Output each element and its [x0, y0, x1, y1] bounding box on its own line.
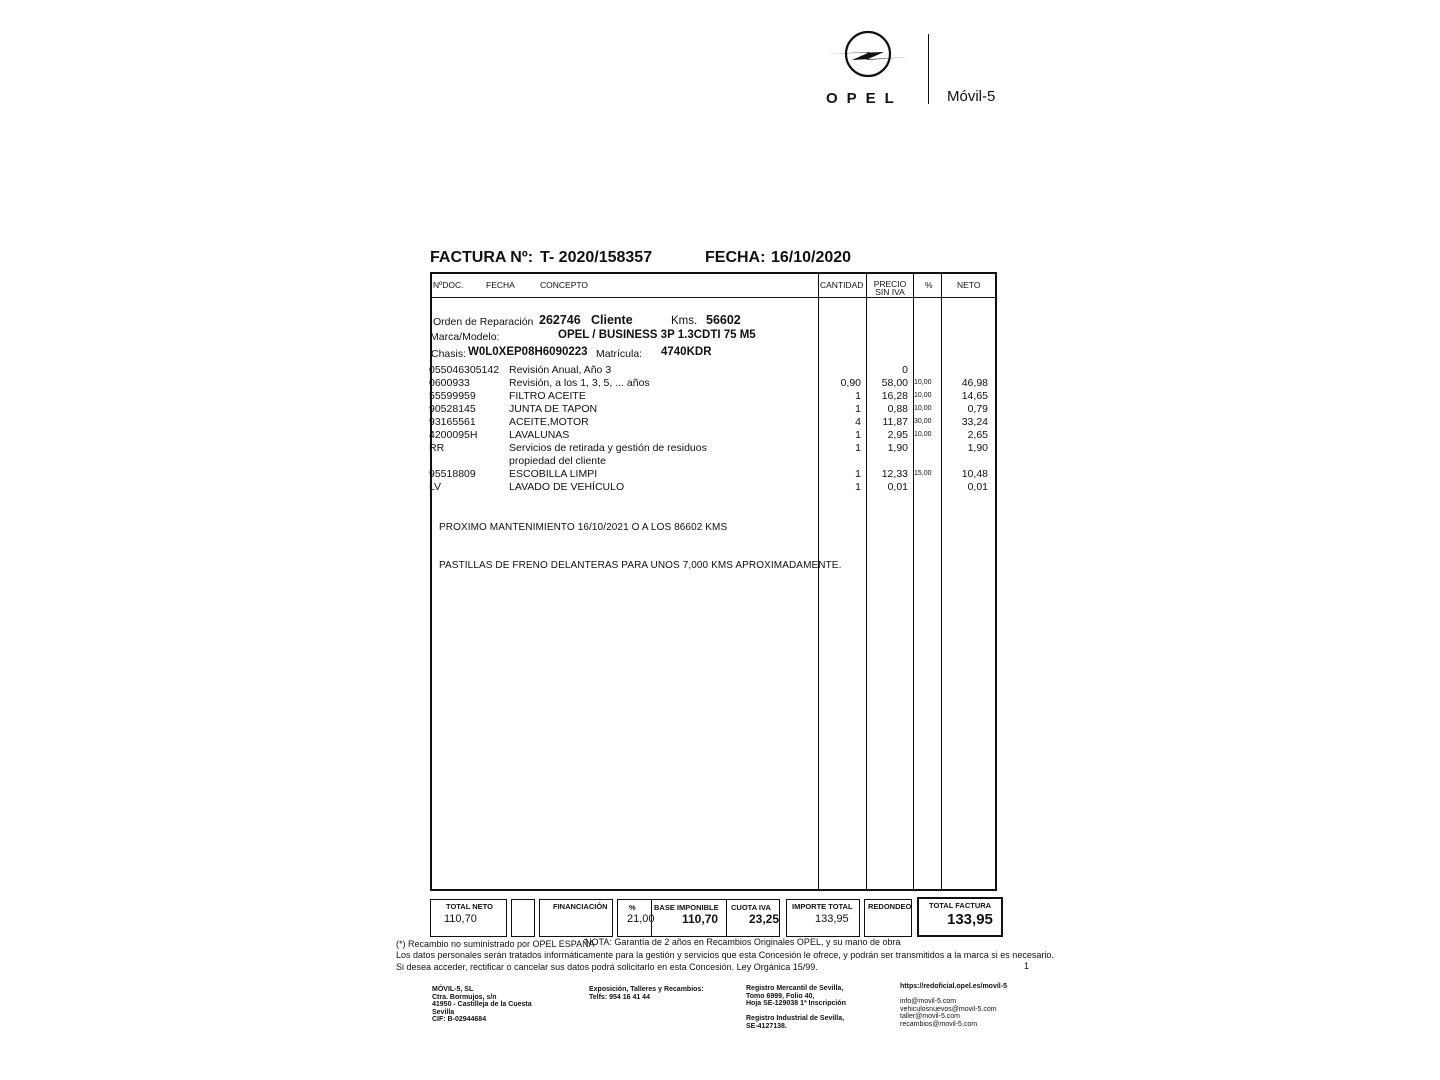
importe-value: 133,95 [815, 913, 849, 925]
line-price: 2,95 [887, 429, 908, 441]
dealer-name: Móvil-5 [947, 88, 996, 105]
line-price: 0,01 [887, 481, 908, 493]
importe-label: IMPORTE TOTAL [792, 902, 853, 911]
cuota-value: 23,25 [749, 912, 780, 926]
line-price: 12,33 [881, 468, 908, 480]
total-factura-label: TOTAL FACTURA [929, 901, 992, 910]
total-factura-box [917, 897, 1003, 937]
header-concepto: CONCEPTO [540, 280, 589, 290]
line-qty: 4 [855, 416, 861, 428]
base-value: 110,70 [682, 912, 719, 926]
line-price: 16,28 [881, 390, 908, 402]
header-pct: % [925, 280, 933, 290]
col-divider-precio [866, 272, 867, 891]
footer-exposicion: Exposición, Talleres y Recambios: Telfs: 954 16 41 44 [589, 986, 704, 1001]
line-price: 0 [902, 364, 908, 376]
orden-label: Orden de Reparación [433, 316, 534, 328]
line-net: 0,01 [967, 481, 988, 493]
line-concept: Revisión Anual, Año 3 [509, 364, 612, 376]
orden-number: 262746 [539, 313, 581, 327]
line-code: 95518809 [429, 468, 476, 480]
iva-box [617, 899, 780, 937]
line-concept: ACEITE,MOTOR [509, 416, 589, 428]
line-concept: LAVADO DE VEHÍCULO [509, 481, 625, 493]
line-code: LV [429, 481, 442, 493]
line-price: 11,87 [882, 416, 908, 428]
line-qty: 1 [855, 429, 861, 441]
line-concept: FILTRO ACEITE [509, 390, 586, 402]
header-neto: NETO [957, 280, 981, 290]
email-info[interactable]: info@movil-5.com [900, 998, 957, 1005]
line-net: 14,65 [961, 390, 988, 402]
line-pct: 10,00 [914, 431, 932, 438]
kms-value: 56602 [706, 313, 741, 327]
line-net: 1,90 [967, 442, 988, 454]
footer-registro: Registro Mercantil de Sevilla, Tomo 6999, Folio 40, Hoja SE-129038 1ª Inscripción Registro Industrial de Sevilla, SE-4127138. [746, 985, 846, 1030]
line-pct: 15,00 [914, 470, 932, 477]
total-neto-label: TOTAL NETO [446, 902, 493, 911]
pct-value: 21,00 [627, 913, 655, 925]
email-recambios[interactable]: recambios@movil-5.com [900, 1020, 978, 1028]
legal-recambio: (*) Recambio no suministrado por OPEL ESPAÑA [396, 939, 595, 949]
line-qty: 1 [855, 442, 861, 454]
kms-label: Kms. [671, 315, 698, 327]
line-net: 0,79 [967, 403, 988, 415]
base-label: BASE IMPONIBLE [654, 903, 719, 912]
line-code: 0600933 [429, 377, 470, 389]
line-qty: 1 [855, 403, 861, 415]
financiacion-box [539, 899, 613, 937]
footer-web-link[interactable]: https://redoficial.opel.es/movil-5 [900, 983, 1007, 990]
brand-name: OPEL [826, 90, 903, 107]
line-code: 55599959 [429, 390, 476, 402]
header-separator [928, 34, 929, 104]
line-code: 055046305142 [429, 364, 500, 376]
matricula-label: Matrícula: [596, 348, 643, 360]
importe-box [786, 899, 860, 937]
line-code: 93165561 [429, 416, 476, 428]
chasis-label: Chasis: [431, 348, 467, 360]
note-mantenimiento: PROXIMO MANTENIMIENTO 16/10/2021 O A LOS 86602 KMS [439, 522, 728, 533]
line-qty: 1 [855, 481, 861, 493]
header-cantidad: CANTIDAD [820, 280, 864, 290]
total-factura-value: 133,95 [947, 911, 993, 928]
line-concept: Servicios de retirada y gestión de residuos [509, 442, 707, 454]
email-taller[interactable]: taller@movil-5.com [900, 1013, 961, 1020]
note-pastillas: PASTILLAS DE FRENO DELANTERAS PARA UNOS 7,000 KMS APROXIMADAMENTE. [439, 560, 842, 571]
financiacion-label: FINANCIACIÓN [553, 902, 608, 911]
legal-datos: Los datos personales serán tratados informáticamente para la gestión y servicios que esta Concesión le ofrece, y podrán ser transmitidos a la marca si es necesario. [396, 950, 1054, 960]
cliente-label: Cliente [591, 313, 633, 327]
line-price: 0,88 [887, 403, 908, 415]
header-fecha: FECHA [486, 280, 515, 290]
line-price: 58,00 [881, 377, 908, 389]
table-header-divider [430, 297, 997, 298]
cuota-label: CUOTA IVA [731, 903, 771, 912]
factura-label: FACTURA Nº: [430, 249, 534, 266]
line-concept: Revisión, a los 1, 3, 5, ... años [509, 377, 650, 389]
matricula-value: 4740KDR [661, 346, 712, 358]
marca-label: Marca/Modelo: [430, 331, 500, 343]
col-divider-cantidad [818, 272, 819, 891]
factura-number: T- 2020/158357 [540, 249, 653, 266]
marca-value: OPEL / BUSINESS 3P 1.3CDTI 75 M5 [558, 329, 756, 341]
line-pct: 10,00 [914, 379, 932, 386]
line-code: RR [429, 442, 445, 454]
legal-nota: NOTA: Garantía de 2 años en Recambios Originales OPEL, y su mano de obra [585, 937, 901, 947]
line-code: 90528145 [429, 403, 476, 415]
line-pct: 10,00 [914, 405, 932, 412]
pct-label: % [629, 903, 636, 912]
redondeo-label: REDONDEO [868, 902, 912, 911]
line-qty: 1 [855, 390, 861, 402]
col-divider-pct [913, 272, 914, 891]
fecha-value: 16/10/2020 [771, 249, 852, 266]
line-concept: JUNTA DE TAPON [509, 403, 598, 415]
blank-box [511, 899, 535, 937]
line-pct: 30,00 [914, 418, 932, 425]
redondeo-box [864, 899, 912, 937]
line-net: 46,98 [961, 377, 988, 389]
col-divider-neto [941, 272, 942, 891]
opel-logo-icon [826, 26, 910, 86]
footer-emails [900, 998, 997, 1028]
line-qty: 1 [855, 468, 861, 480]
header-ndoc: NºDOC. [433, 280, 464, 290]
page-number: 1 [1024, 961, 1030, 971]
line-concept: propiedad del cliente [509, 455, 606, 467]
chasis-value: W0L0XEP08H6090223 [468, 346, 588, 358]
line-net: 2,65 [967, 429, 988, 441]
iva-divider-2 [726, 900, 727, 936]
email-vehiculos[interactable]: vehiculosnuevos@movil-5.com [900, 1005, 997, 1013]
line-concept: ESCOBILLA LIMPI [509, 468, 598, 480]
footer-company: MÓVIL-5, SL Ctra. Bormujos, s/n 41950 - Castilleja de la Cuesta Sevilla CIF: B-02944684 [432, 986, 532, 1023]
line-price: 1,90 [887, 442, 908, 454]
total-neto-value: 110,70 [444, 913, 477, 925]
line-concept: LAVALUNAS [509, 429, 570, 441]
header-precio: PRECIO SIN IVA [873, 279, 907, 297]
legal-acceso: Si desea acceder, rectificar o cancelar sus datos podrá solicitarlo en esta Concesión. Ley Orgánica 15/99. [396, 962, 818, 972]
line-code: 4200095H [429, 429, 478, 441]
total-neto-box [430, 899, 507, 937]
line-pct: 10,00 [914, 392, 932, 399]
line-net: 33,24 [961, 416, 988, 428]
line-qty: 0,90 [840, 377, 861, 389]
line-net: 10,48 [961, 468, 988, 480]
fecha-label: FECHA: [705, 249, 766, 266]
